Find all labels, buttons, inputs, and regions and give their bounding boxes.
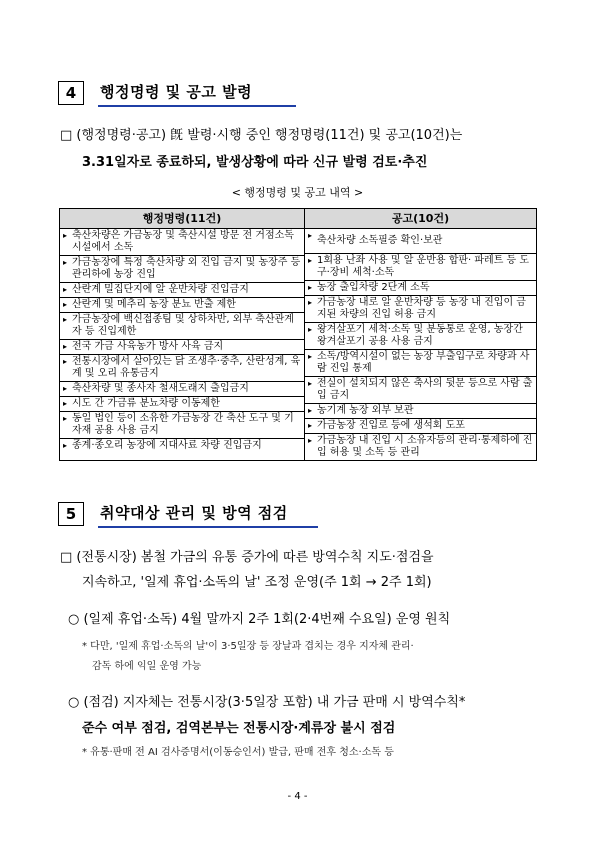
section-5-para-line1: □ (전통시장) 봄철 가금의 유통 증가에 따른 방역수칙 지도·점검을 [60, 550, 434, 565]
notice-item: ▸ 가금농장 진입로 등에 생석회 도포 [305, 419, 536, 434]
notice-item: ▸ 왕겨살포기 세척·소독 및 분동통로 운영, 농장간 왕겨살포기 공용 사용 금지 [305, 323, 536, 350]
order-item: ▸ 시도 간 가금류 분뇨차량 이동제한 [60, 397, 304, 412]
order-item: ▸ 축산차량 및 종사자 철새도래지 출입금지 [60, 382, 304, 397]
order-item: ▸ 축산차량은 가금농장 및 축산시설 방문 전 거점소독시설에서 소독 [60, 229, 304, 256]
order-item: ▸ 전통시장에서 살아있는 닭 조생추·중추, 산란성계, 육계 및 오리 유통금지 [60, 355, 304, 382]
notices-header: 공고(10건) [305, 209, 537, 229]
orders-header: 행정명령(11건) [60, 209, 305, 229]
section-title: 행정명령 및 공고 발령 [100, 83, 253, 101]
order-item: ▸ 가금농장에 특정 축산차량 외 진입 금지 및 농장주 등 관리하에 농장 진입 [60, 256, 304, 283]
notice-item: ▸ 소독/방역시설이 없는 농장 부출입구로 차량과 사람 진입 통제 [305, 350, 536, 377]
order-item: ▸ 가금농장에 백신접종팀 및 상하차반, 외부 축산관계자 등 진입제한 [60, 313, 304, 340]
notice-item: ▸ 가금농장 내로 알 운반차량 등 농장 내 진입이 금지된 차량의 진입 허용 금지 [305, 296, 536, 323]
note-1-line2: 감독 하에 익일 운영 가능 [92, 661, 202, 672]
order-item: ▸ 전국 가금 사육농가 방사 사육 금지 [60, 340, 304, 355]
notices-column [305, 229, 537, 461]
section-5-heading [58, 500, 294, 528]
section-number: 4 [58, 81, 84, 105]
note-1-line1: * 다만, '일제 휴업·소독의 날'이 3·5일장 등 장날과 겹치는 경우 지자체 관리· [82, 641, 414, 652]
section-number: 5 [58, 502, 84, 526]
section-4-para-line1: □ (행정명령·공고) 旣 발령·시행 중인 행정명령(11건) 및 공고(10건)는 [60, 128, 463, 143]
section-4-para-line2: 3.31일자로 종료하되, 발생상황에 따라 신규 발령 검토·추진 [82, 155, 428, 170]
sub-item-2-line1: ○ (점검) 지자체는 전통시장(3·5일장 포함) 내 가금 판매 시 방역수칙* [68, 695, 466, 710]
section-title: 취약대상 관리 및 방역 점검 [100, 504, 288, 522]
order-item: ▸ 종계·종오리 농장에 지대사료 차량 진입금지 [60, 439, 304, 453]
order-item: ▸ 산란계 및 메추리 농장 분뇨 반출 제한 [60, 298, 304, 313]
orders-column [60, 229, 305, 461]
table-caption: < 행정명령 및 공고 내역 > [231, 186, 364, 199]
sub-item-2-line2: 준수 여부 점검, 검역본부는 전통시장·계류장 불시 점검 [82, 721, 396, 736]
notice-item: ▸ 전실이 설치되지 않은 축사의 뒷문 등으로 사람 출입 금지 [305, 377, 536, 404]
page-number: - 4 - [287, 791, 308, 802]
sub-item-1: ○ (일제 휴업·소독) 4월 말까지 2주 1회(2·4번째 수요일) 운영 원칙 [68, 612, 451, 627]
orders-notices-table [59, 208, 537, 461]
notice-item: ▸ 1회용 난좌 사용 및 알 운반용 합판· 파레트 등 도구·장비 세척·소독 [305, 254, 536, 281]
section-underline [98, 526, 318, 528]
note-2: * 유통·판매 전 AI 검사증명서(이동승인서) 발급, 판매 전후 청소·소독 등 [82, 747, 394, 758]
notice-item: ▸ 농기계 농장 외부 보관 [305, 404, 536, 419]
order-item: ▸ 동일 법인 등이 소유한 가금농장 간 축산 도구 및 기자재 공용 사용 금지 [60, 412, 304, 439]
section-4-heading [58, 79, 258, 107]
section-underline [98, 105, 296, 107]
order-item: ▸ 산란계 밀집단지에 알 운반차량 진입금지 [60, 283, 304, 298]
notice-item: ▸ 농장 출입차량 2단계 소독 [305, 281, 536, 296]
section-5-para-line2: 지속하고, '일제 휴업·소독의 날' 조정 운영(주 1회 → 2주 1회) [82, 575, 432, 590]
notice-item: ▸ 가금농장 내 진입 시 소유자등의 관리·통제하에 진입 허용 및 소독 등 관리 [305, 434, 536, 460]
notice-item: ▸ 축산차량 소독필증 확인·보관 [305, 229, 536, 254]
